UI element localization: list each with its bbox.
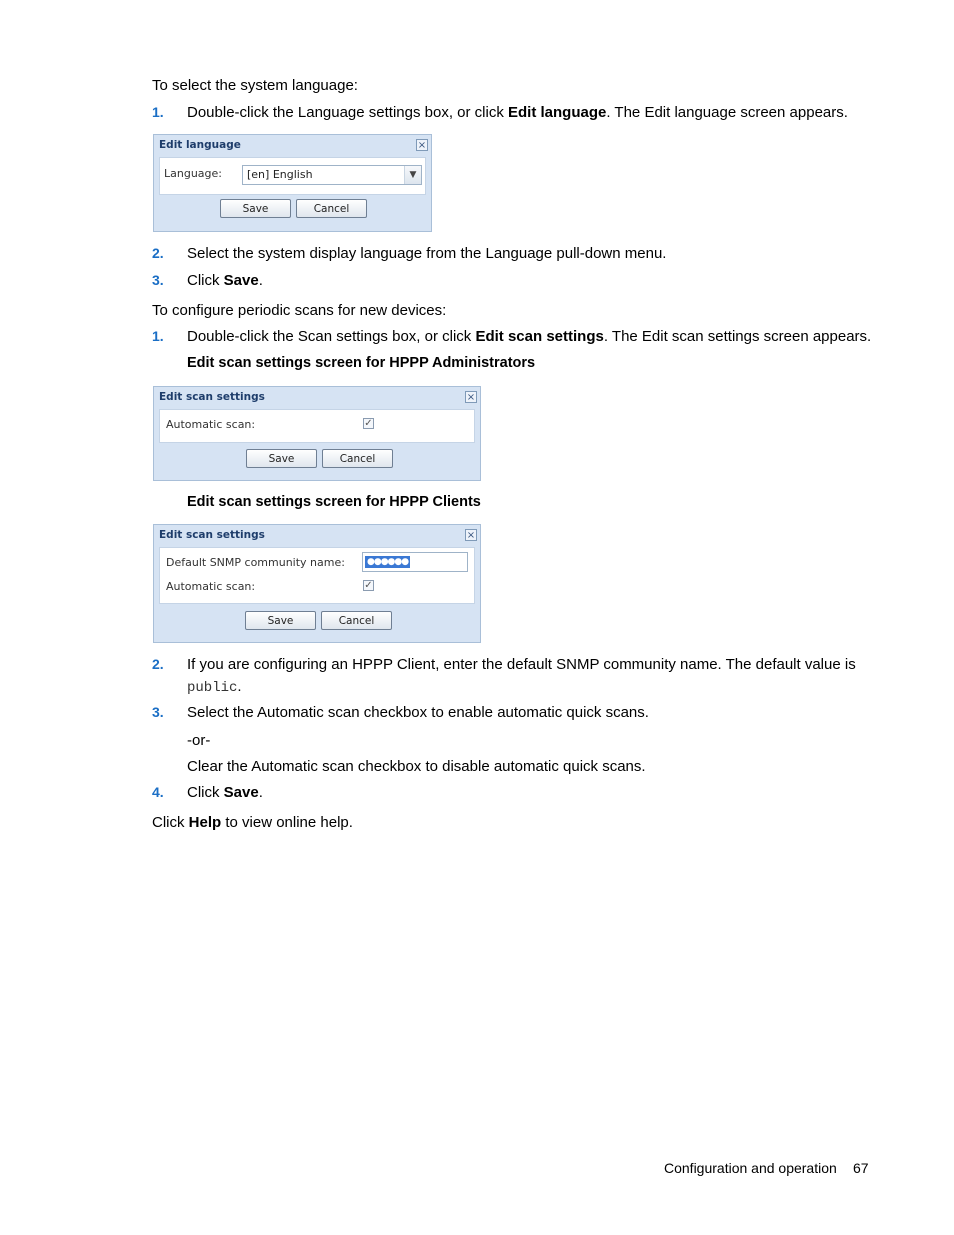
close-icon[interactable]: × [417, 140, 427, 151]
edit-scan-settings-admin-dialog [153, 386, 481, 481]
dialog-body [159, 409, 475, 443]
step-text-part: . The Edit scan settings screen appears. [603, 328, 872, 345]
step-text: If you are configuring an HPPP Client, enter the default SNMP community name. The default value is [187, 656, 856, 673]
step-text-continued [187, 678, 242, 696]
save-button[interactable]: Save [220, 199, 291, 218]
chevron-down-icon[interactable]: ▼ [404, 166, 421, 184]
step-text: Select the system display language from the Language pull-down menu. [187, 245, 667, 262]
intro-language: To select the system language: [152, 77, 358, 94]
step-number: 2. [152, 245, 164, 261]
step-text [187, 272, 263, 289]
save-button[interactable]: Save [245, 611, 316, 630]
help-text-part: Click [152, 814, 189, 831]
caption-clients: Edit scan settings screen for HPPP Clients [187, 494, 481, 510]
ui-term: Edit scan settings [475, 328, 604, 345]
step-text-part: . [258, 784, 263, 801]
dialog-title: Edit scan settings [159, 529, 265, 541]
dialog-title: Edit scan settings [159, 391, 265, 403]
step-text-part: . The Edit language screen appears. [606, 104, 848, 121]
step-number: 4. [152, 784, 164, 800]
automatic-scan-label: Automatic scan: [166, 580, 256, 593]
step-text-part: Click [187, 272, 224, 289]
ui-term: Save [223, 272, 259, 289]
step-number: 1. [152, 328, 164, 344]
language-select[interactable] [242, 165, 422, 185]
step-text-part: Click [187, 784, 224, 801]
ui-term: Help [188, 814, 222, 831]
community-name-value: ●●●●●● [367, 557, 409, 567]
step-number: 2. [152, 656, 164, 672]
edit-language-dialog [153, 134, 432, 232]
language-select-value: [en] English [247, 168, 313, 181]
community-name-label: Default SNMP community name: [166, 556, 345, 569]
step-text-part: Double-click the Language settings box, or click [187, 104, 509, 121]
dialog-body [159, 547, 475, 604]
automatic-scan-checkbox[interactable]: ✓ [364, 418, 373, 429]
help-line [152, 814, 353, 831]
ui-term: Edit language [508, 104, 607, 121]
step-text-part: . [258, 272, 263, 289]
step-text [187, 104, 848, 121]
help-text-part: to view online help. [221, 814, 353, 831]
default-value-code: public [187, 680, 238, 696]
edit-scan-settings-clients-dialog [153, 524, 481, 643]
step-number: 3. [152, 272, 164, 288]
close-icon[interactable]: × [466, 392, 476, 403]
caption-admin: Edit scan settings screen for HPPP Administrators [187, 355, 536, 371]
save-button[interactable]: Save [246, 449, 317, 468]
step-number: 1. [152, 104, 164, 120]
dialog-body [159, 157, 426, 195]
step-text [187, 784, 263, 801]
cancel-button[interactable]: Cancel [296, 199, 367, 218]
step-text: Select the Automatic scan checkbox to enable automatic quick scans. [187, 704, 649, 721]
close-icon[interactable]: × [466, 530, 476, 541]
step-text [187, 328, 871, 345]
step-text-part: . [237, 678, 242, 695]
automatic-scan-checkbox[interactable]: ✓ [364, 580, 373, 591]
intro-scan: To configure periodic scans for new devices: [152, 302, 447, 319]
cancel-button[interactable]: Cancel [322, 449, 393, 468]
page-number: 67 [853, 1160, 869, 1176]
ui-term: Save [223, 784, 259, 801]
cancel-button[interactable]: Cancel [321, 611, 392, 630]
step-text-alt: Clear the Automatic scan checkbox to disable automatic quick scans. [187, 758, 646, 775]
step-number: 3. [152, 704, 164, 720]
language-label: Language: [164, 167, 222, 180]
dialog-title: Edit language [159, 139, 241, 151]
footer-section-title: Configuration and operation [664, 1160, 837, 1176]
step-text-part: Double-click the Scan settings box, or click [187, 328, 476, 345]
community-name-input[interactable] [362, 552, 468, 572]
automatic-scan-label: Automatic scan: [166, 418, 256, 431]
or-separator: -or- [187, 732, 211, 749]
